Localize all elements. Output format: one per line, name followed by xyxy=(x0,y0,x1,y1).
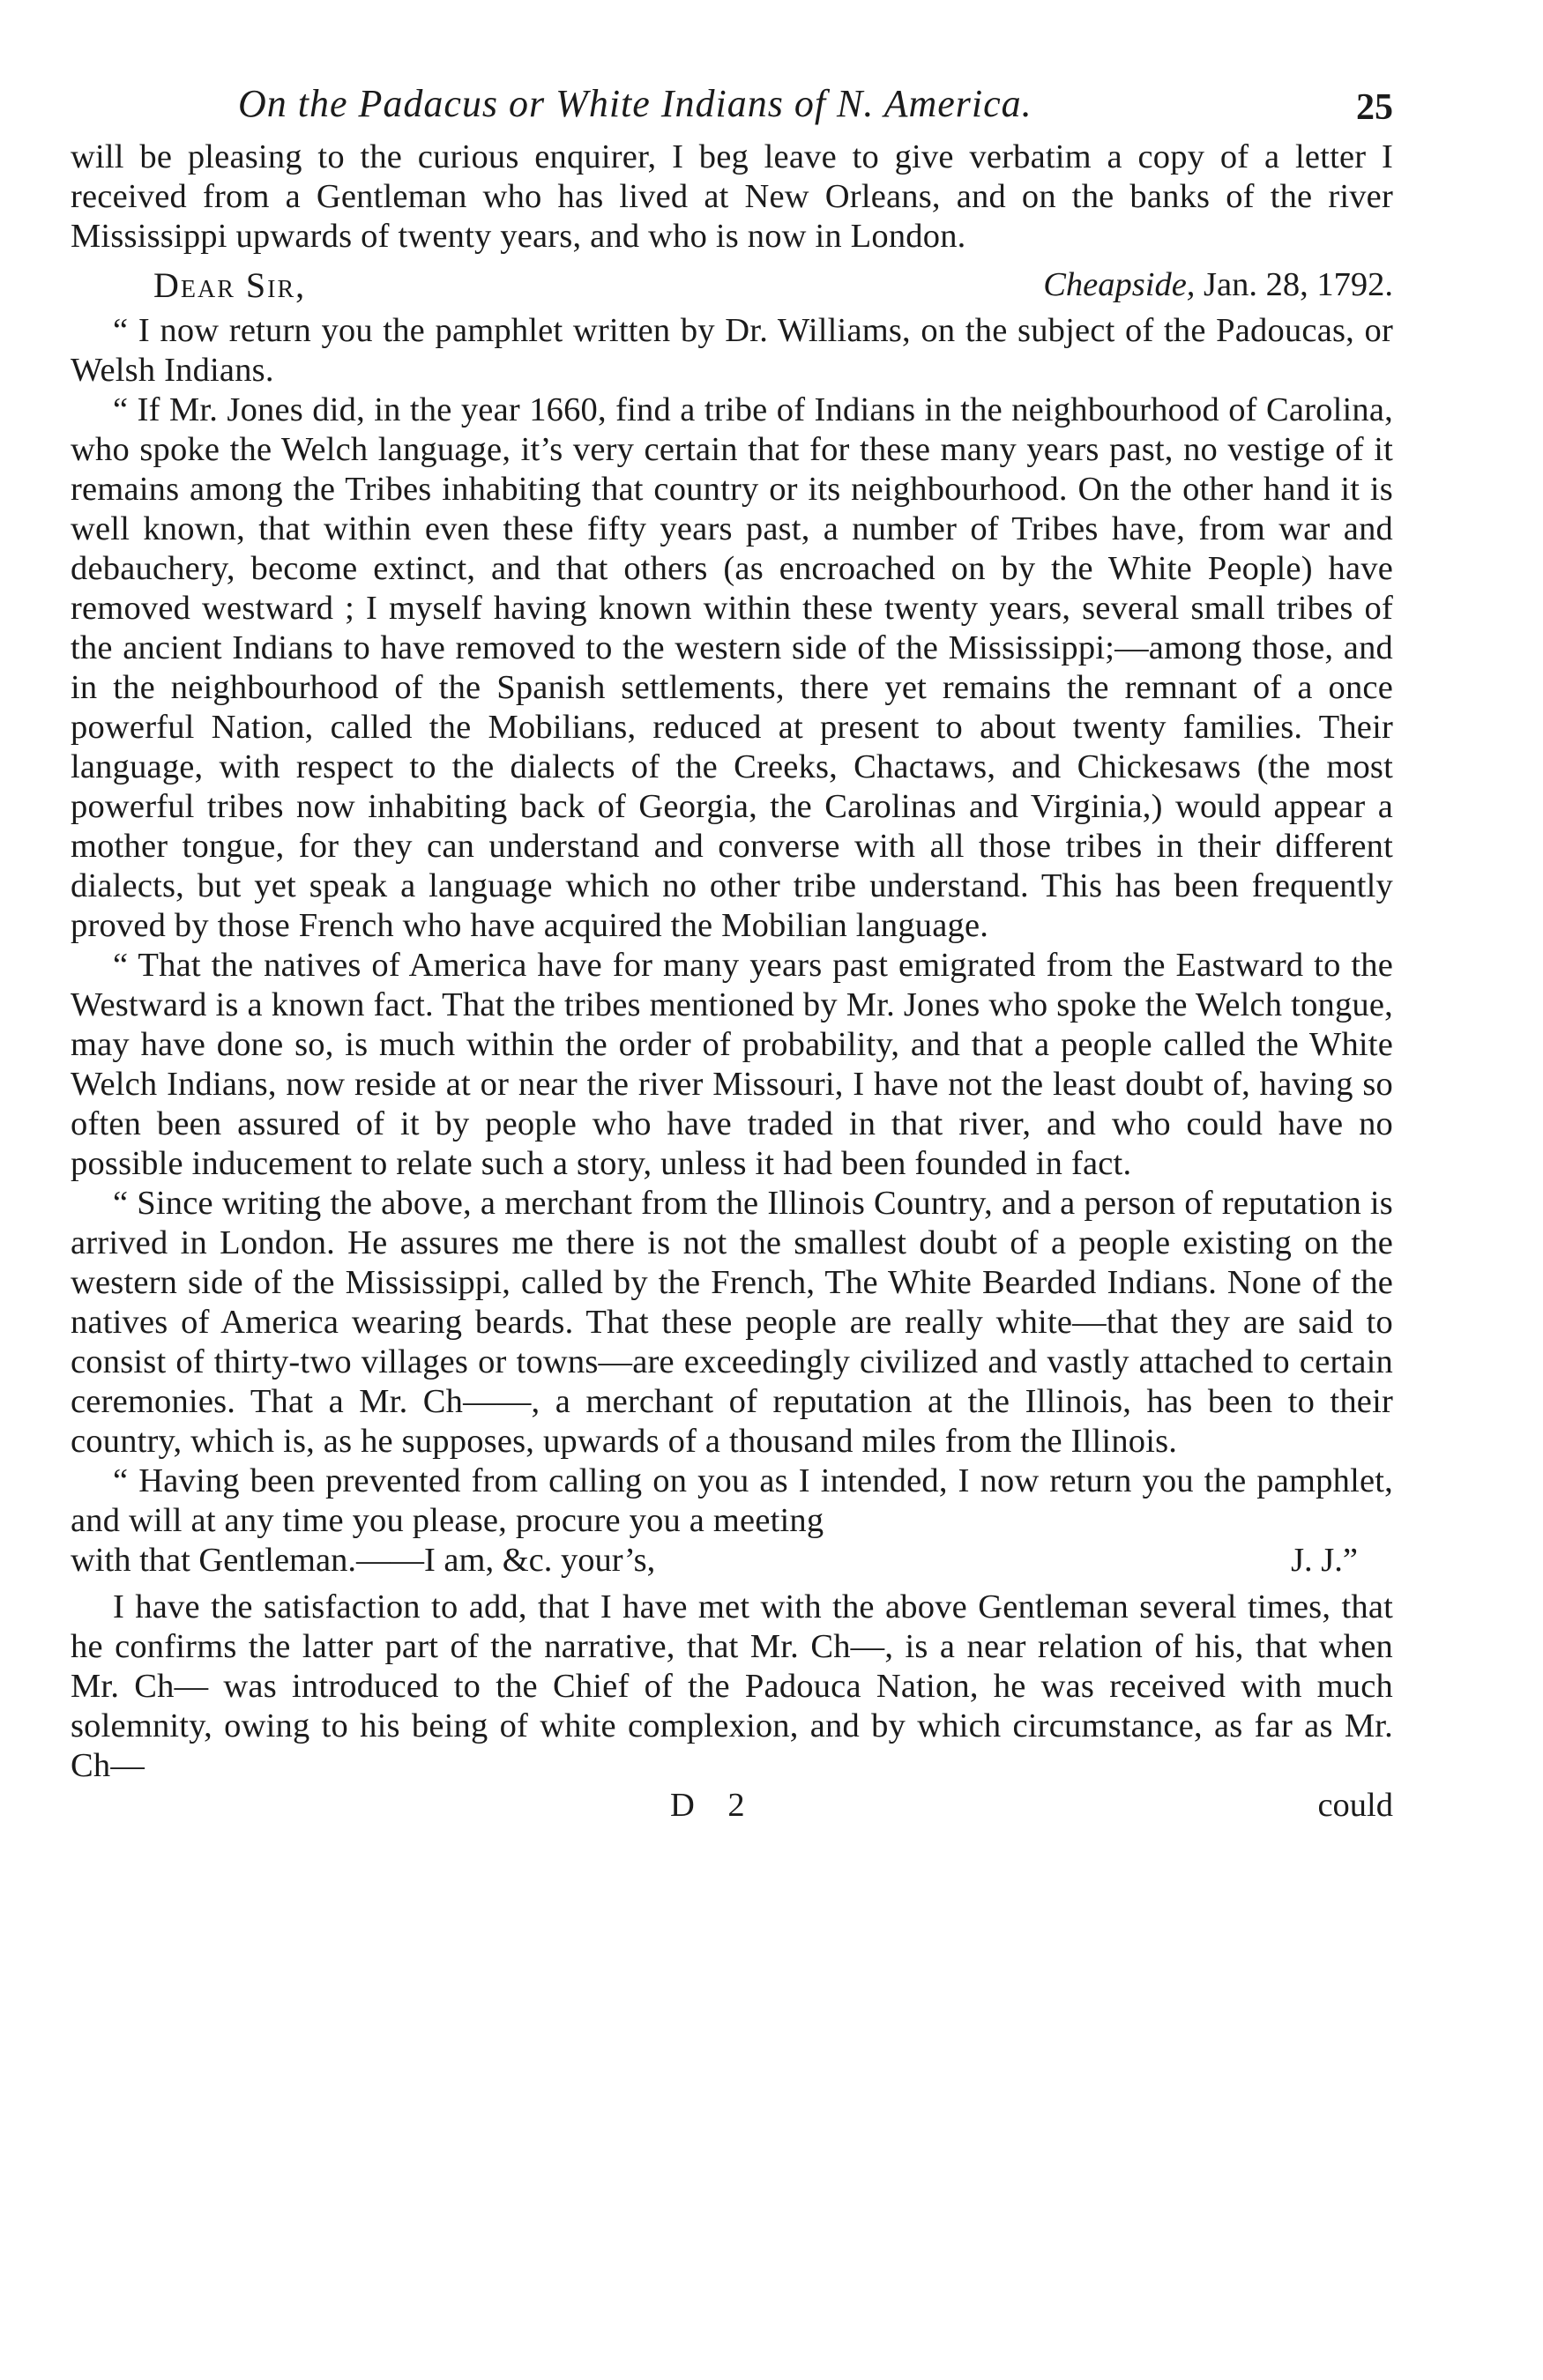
spacer xyxy=(71,1580,1393,1588)
signature-initials: J. J.” xyxy=(1291,1542,1358,1579)
letter-paragraph-4: “ Since writing the above, a merchant from the Illinois Country, and a person of reputation is arrived in London. He assures me there is not the smallest doubt of a people existing on the western side of the Mississippi, called by the French, The White Bearded Indians. None of the natives of America wearing beards. That these people are really white—that they are said to consist of thirty-two villages or towns—are exceedingly civilized and vastly attached to certain ceremonies. That a Mr. Ch——, a merchant of reputation at the Illinois, has been to their country, which is, as he supposes, upwards of a thousand miles from the Illinois. xyxy=(71,1185,1393,1460)
running-title: On the Padacus or White Indians of N. America. xyxy=(238,82,1032,125)
dateline-place: Cheapside, xyxy=(1043,266,1196,303)
letter-paragraph-1: “ I now return you the pamphlet written by Dr. Williams, on the subject of the Padoucas, or Welsh Indians. xyxy=(71,312,1393,389)
letter-paragraph-5: “ Having been prevented from calling on you as I intended, I now return you the pamphlet, and will at any time you please, procure you a meeting xyxy=(71,1462,1393,1539)
letter-heading xyxy=(71,265,1393,309)
dateline-date: Jan. 28, 1792. xyxy=(1204,266,1393,303)
printer-signature: D 2 xyxy=(670,1787,757,1824)
signoff-text: with that Gentleman.——I am, &c. your’s, xyxy=(71,1542,656,1579)
catchword: could xyxy=(1317,1787,1393,1824)
letter-signoff xyxy=(71,1541,1393,1580)
page-footer xyxy=(71,1786,1393,1830)
page-header xyxy=(106,81,1393,138)
dateline xyxy=(1043,265,1393,305)
salutation: Dear Sir, xyxy=(153,265,307,305)
page-number: 25 xyxy=(1356,87,1393,128)
letter-paragraph-3: “ That the natives of America have for many years past emigrated from the Eastward to the Westward is a known fact. That the tribes mentioned by Mr. Jones who spoke the Welch tongue, may have done so, is much within the order of probability, and that a people called the White Welch Indians, now reside at or near the river Missouri, I have not the least doubt of, having so often been assured of it by people who have traded in that river, and who could have no possible inducement to relate such a story, unless it had been founded in fact. xyxy=(71,947,1393,1182)
letter-paragraph-2: “ If Mr. Jones did, in the year 1660, find a tribe of Indians in the neighbourhood of Carolina, who spoke the Welch language, it’s very certain that for these many years past, no vestige of it remains among the Tribes inhabiting that country or its neighbourhood. On the other hand it is well known, that within even these fifty years past, a number of Tribes have, from war and debauchery, become extinct, and that others (as encroached on by the White People) have removed westward ; I myself having known within these twenty years, several small tribes of the ancient Indians to have removed to the western side of the Mississippi;—among those, and in the neighbourhood of the Spanish settlements, there yet remains the remnant of a once powerful Nation, called the Mobilians, reduced at present to about twenty families. Their language, with respect to the dialects of the Creeks, Chactaws, and Chickesaws (the most powerful tribes now inhabiting back of Georgia, the Carolinas and Virginia,) would appear a mother tongue, for they can understand and converse with all those tribes in their different dialects, but yet speak a language which no other tribe understand. This has been frequently proved by those French who have acquired the Mobilian language. xyxy=(71,391,1393,944)
intro-paragraph: will be pleasing to the curious enquirer, I beg leave to give verbatim a copy of a letter I received from a Gentleman who has lived at New Orleans, and on the banks of the river Mississippi upwards of twenty years, and who is now in London. xyxy=(71,138,1393,255)
book-page xyxy=(71,81,1393,1830)
closing-paragraph: I have the satisfaction to add, that I have met with the above Gentleman several times, that he confirms the latter part of the narrative, that Mr. Ch—, is a near relation of his, that when Mr. Ch— was introduced to the Chief of the Padouca Nation, he was received with much solemnity, owing to his being of white complexion, and by which circumstance, as far as Mr. Ch— xyxy=(71,1588,1393,1784)
